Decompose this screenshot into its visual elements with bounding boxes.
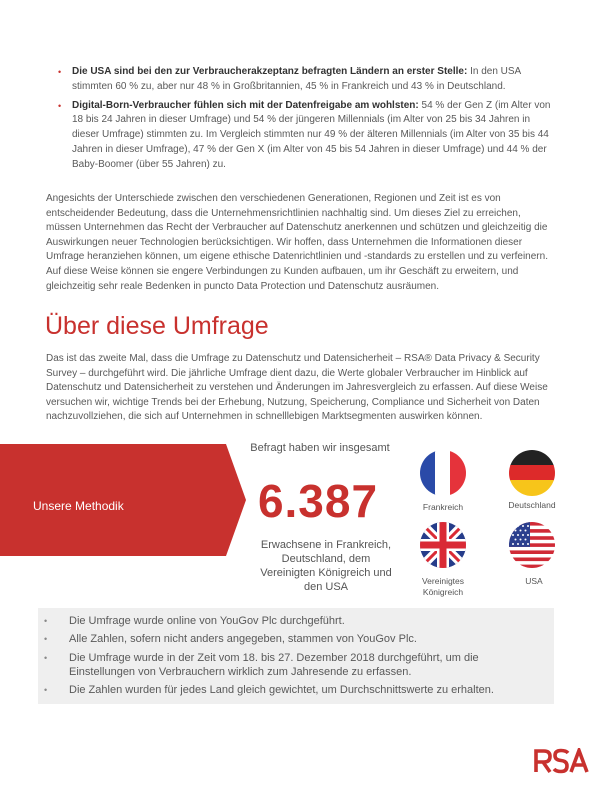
respondent-count: 6.387: [257, 475, 379, 527]
methodik-label: Unsere Methodik: [33, 499, 124, 513]
rsa-logo: [533, 748, 589, 779]
usa-flag-icon: [509, 522, 555, 568]
respondents-description: Erwachsene in Frankreich, Deutschland, dem Vereinigten Königreich und den USA: [260, 539, 392, 593]
section-heading: Über diese Umfrage: [45, 312, 269, 340]
bullet: •: [44, 653, 48, 663]
bullet: •: [58, 100, 62, 111]
finding-usa-text: In den USA stimmten 60 % zu, aber nur 48 % in Großbritannien, 45 % in Frankreich und 43 % in Deutschland.: [72, 66, 521, 92]
finding-digital-born-text: 54 % der Gen Z (im Alter von 18 bis 24 Jahren in dieser Umfrage) und 54 % der jüngeren Millennials (im Alter von 25 bis 34 Jahren in dieser Umfrage) stimmten zu. Im Vergleich stimmten nur 49 % der älteren Millennials (im Alter von 35 bis 44 Jahren in dieser Umfrage), 47 % der Gen X (im Alter von 45 bis 54 Jahren in dieser Umfrage) und 44 % der Baby-Boomer (über 55 Jahren) zu.: [72, 99, 551, 170]
finding-digital-born-bold: Digital-Born-Verbraucher fühlen sich mit der Datenfreigabe am wohlsten:: [72, 99, 419, 111]
method-item-text: Die Zahlen wurden für jedes Land gleich gewichtet, um Durchschnittswerte zu erhalten.: [69, 684, 494, 696]
finding-usa-bold: Die USA sind bei den zur Verbraucherakzeptanz befragten Ländern an erster Stelle:: [72, 66, 468, 77]
bullet: •: [44, 634, 48, 644]
finding-digital-born: [56, 99, 556, 173]
bullet: •: [44, 616, 48, 626]
conclusion-paragraph: Angesichts der Unterschiede zwischen den verschiedenen Generationen, Regionen und Zeit ist es von entscheidender Bedeutung, dass die Unternehmensrichtlinien nachhaltig sind. Um dieses Ziel zu erreichen, müssen Unternehmen das Recht der Verbraucher auf Datenschutz anerkennen und schützen und gleichzeitig die Auswirkungen neuer Technologien berücksichtigen. Wir hoffen, dass Unternehmen die Informationen dieser Umfrage heranziehen können, um eigene ethische Datenrichtlinien und -standards zu erstellen und zu verfeinern. Auf diese Weise können sie engere Verbindungen zu Kunden aufbauen, um ihr Geschäft zu erweitern, und gleichzeitig sehr reale Bedenken in puncto Data Protection und Datenschutz ausräumen.: [46, 193, 548, 292]
bullet: •: [58, 67, 62, 77]
befragt-label: Befragt haben wir insgesamt: [250, 442, 390, 454]
about-paragraph: Das ist das zweite Mal, dass die Umfrage zu Datenschutz und Datensicherheit – RSA® Data Privacy & Security Survey – durchgeführt wird. Die jährliche Umfrage dient dazu, die Werte globaler Verbraucher im Hinblick auf Datenschutz und Datensicherheit zu verstehen und Änderungen im Jahresvergleich zu erfassen. Auf diese Weise versuchen wir, wichtige Trends bei der Erhebung, Nutzung, Speicherung, Compliance und Sicherheit von Daten nachzuvollziehen, die sich auf Unternehmen in schnelllebigen Marktsegmenten auswirken können.: [46, 353, 548, 423]
method-item-text: Die Umfrage wurde in der Zeit vom 18. bis 27. Dezember 2018 durchgeführt, um die Einstellungen von Verbrauchern wirklich zum Jahresende zu erfassen.: [69, 652, 479, 678]
key-findings-list: [56, 65, 556, 177]
france-flag-icon: [420, 450, 466, 496]
bullet: •: [44, 685, 48, 695]
germany-label: Deutschland: [508, 500, 556, 510]
finding-usa: [56, 65, 556, 95]
method-item-text: Die Umfrage wurde online von YouGov Plc durchgeführt.: [69, 615, 345, 627]
usa-label: USA: [525, 576, 543, 586]
germany-flag-icon: [509, 450, 555, 496]
uk-label: Vereinigtes Königreich: [421, 576, 465, 597]
uk-flag-icon: [420, 522, 466, 568]
france-label: Frankreich: [422, 502, 464, 512]
method-item-text: Alle Zahlen, sofern nicht anders angegeben, stammen von YouGov Plc.: [69, 633, 417, 645]
